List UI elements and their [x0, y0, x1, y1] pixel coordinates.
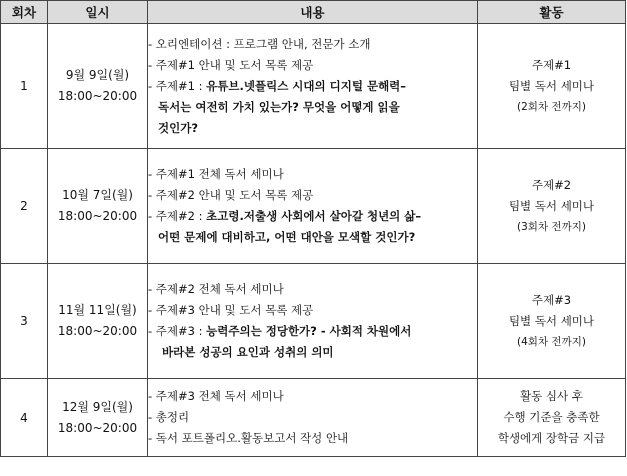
table-row — [1, 379, 626, 457]
topic-title: 독서는 여전히 가치 있는가? 무엇을 어떻게 읽을 — [158, 99, 400, 114]
activity-note: (4회차 전까지) — [517, 335, 586, 348]
content-item: - 주제#2 전체 독서 세미나 — [148, 282, 284, 296]
session-time: 18:00~20:00 — [57, 420, 138, 435]
topic-prefix: - 주제#2 : — [148, 209, 207, 223]
session-datetime — [48, 264, 148, 379]
content-item: - 주제#1 안내 및 도서 목록 제공 — [148, 57, 314, 72]
topic-title: 바라본 성공의 요인과 성취의 의미 — [162, 345, 334, 359]
topic-prefix: - 주제#3 : — [148, 324, 207, 338]
session-time: 18:00~20:00 — [57, 89, 138, 103]
topic-title: 초고령.저출생 사회에서 살아갈 청년의 삶– — [206, 209, 422, 223]
session-content — [148, 149, 478, 264]
activity-note: (3회차 전까지) — [517, 220, 586, 233]
header-activity: 활동 — [478, 1, 626, 24]
content-item: - 주제#3 전체 독서 세미나 — [148, 389, 284, 403]
session-activity — [478, 149, 626, 264]
topic-title: 능력주의는 정당한가? - 사회적 차원에서 — [206, 324, 412, 338]
session-number: 1 — [1, 24, 48, 149]
content-item: - 주제#3 안내 및 도서 목록 제공 — [148, 303, 314, 317]
activity-line: 주제#1 — [531, 57, 572, 72]
activity-line: 활동 심사 후 — [520, 389, 583, 403]
session-datetime — [48, 149, 148, 264]
session-number: 4 — [1, 379, 48, 457]
header-datetime: 일시 — [48, 1, 148, 24]
session-time: 18:00~20:00 — [57, 209, 138, 223]
topic-title: 어떤 문제에 대비하고, 어떤 대안을 모색할 것인가? — [158, 230, 416, 244]
session-content — [148, 379, 478, 457]
session-number: 3 — [1, 264, 48, 379]
topic-prefix: - 주제#1 : — [148, 78, 207, 93]
activity-line: 학생에게 장학금 지급 — [497, 431, 606, 445]
activity-line: 수행 기준을 충족한 — [503, 410, 600, 424]
activity-line: 팀별 독서 세미나 — [508, 78, 595, 93]
content-item: - 주제#2 안내 및 도서 목록 제공 — [148, 188, 314, 202]
header-row — [1, 1, 626, 24]
activity-line: 팀별 독서 세미나 — [508, 198, 595, 213]
header-content: 내용 — [148, 1, 478, 24]
content-topic — [148, 321, 477, 342]
session-date: 11월 11일(월) — [58, 303, 137, 317]
session-time: 18:00~20:00 — [57, 324, 138, 338]
content-topic — [148, 206, 477, 227]
session-activity — [478, 24, 626, 149]
table-row — [1, 149, 626, 264]
session-datetime — [48, 24, 148, 149]
table-row — [1, 264, 626, 379]
session-date: 10월 7일(월) — [62, 188, 133, 202]
session-number: 2 — [1, 149, 48, 264]
session-date: 12월 9일(월) — [62, 399, 133, 414]
session-content — [148, 264, 478, 379]
table-row — [1, 24, 626, 149]
session-activity — [478, 264, 626, 379]
content-item: - 오리엔테이션 : 프로그램 안내, 전문가 소개 — [148, 36, 371, 51]
activity-note: (2회차 전까지) — [517, 100, 586, 113]
activity-line: 주제#2 — [531, 177, 572, 192]
session-content — [148, 24, 478, 149]
activity-line: 팀별 독서 세미나 — [508, 313, 595, 328]
topic-title: 유튜브.넷플릭스 시대의 디지털 문해력– — [206, 78, 407, 93]
content-item: - 주제#1 전체 독서 세미나 — [148, 167, 284, 181]
session-datetime — [48, 379, 148, 457]
activity-line: 주제#3 — [531, 292, 572, 307]
session-activity — [478, 379, 626, 457]
content-item: - 독서 포트폴리오.활동보고서 작성 안내 — [148, 431, 349, 445]
session-date: 9월 9일(월) — [65, 68, 130, 82]
topic-title: 것인가? — [158, 120, 198, 135]
content-item: - 총정리 — [148, 410, 190, 424]
content-topic — [148, 76, 477, 97]
header-session: 회차 — [1, 1, 48, 24]
